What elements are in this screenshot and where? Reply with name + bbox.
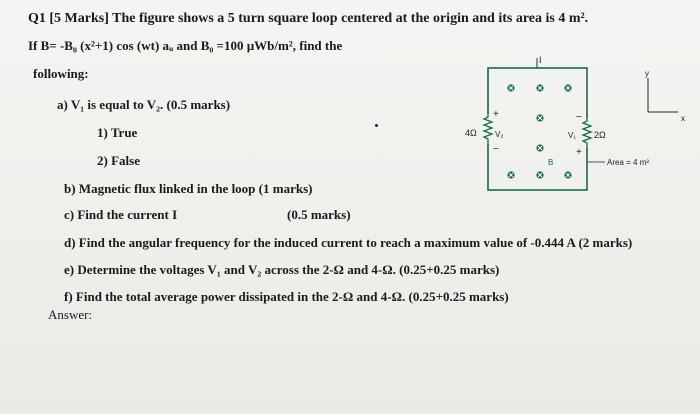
v-left-minus: −: [493, 144, 499, 155]
part-b: b) Magnetic flux linked in the loop (1 marks): [64, 181, 313, 196]
part-a: a) V₁ is equal to V₂. (0.5 marks): [57, 97, 231, 112]
question-following: following:: [33, 66, 89, 81]
part-e: e) Determine the voltages V₁ and V₂ across the 2-Ω and 4-Ω. (0.25+0.25 marks): [64, 262, 500, 277]
answer-label: Answer:: [48, 307, 93, 322]
v-left-plus: +: [493, 109, 499, 120]
square-loop: [488, 68, 587, 190]
field-label: B: [548, 158, 554, 167]
part-c: c) Find the current I: [64, 207, 178, 222]
part-f: f) Find the total average power dissipated in the 2-Ω and 4-Ω. (0.25+0.25 marks): [64, 289, 509, 304]
part-c-marks: (0.5 marks): [287, 207, 351, 222]
resistor-4ohm: [484, 112, 492, 146]
current-label: I: [539, 55, 542, 65]
r-right-label: 2Ω: [594, 130, 606, 140]
axis-y-label: y: [645, 69, 649, 78]
resistor-2ohm: [583, 116, 591, 150]
r-left-label: 4Ω: [465, 128, 477, 138]
v-right-label: V₁: [568, 131, 577, 140]
part-a-option-true: 1) True: [97, 125, 138, 140]
v-left-label: V₂: [495, 130, 504, 139]
v-right-plus: +: [576, 147, 582, 158]
field-markers: [507, 84, 571, 178]
axis-x-label: x: [681, 114, 685, 123]
part-a-option-false: 2) False: [97, 153, 140, 168]
stray-dot: [375, 124, 378, 127]
question-field-definition: If B= -B₀ (x²+1) cos (wt) aᵤ and B₀ =100 µWb/m², find the: [28, 38, 343, 53]
question-header: Q1 [5 Marks] The figure shows a 5 turn square loop centered at the origin and its area is 4 m².: [28, 11, 589, 26]
area-label: Area = 4 m²: [607, 158, 650, 167]
v-right-minus: −: [576, 112, 582, 123]
part-d: d) Find the angular frequency for the induced current to reach a maximum value of -0.444 A (2 marks): [64, 235, 633, 250]
